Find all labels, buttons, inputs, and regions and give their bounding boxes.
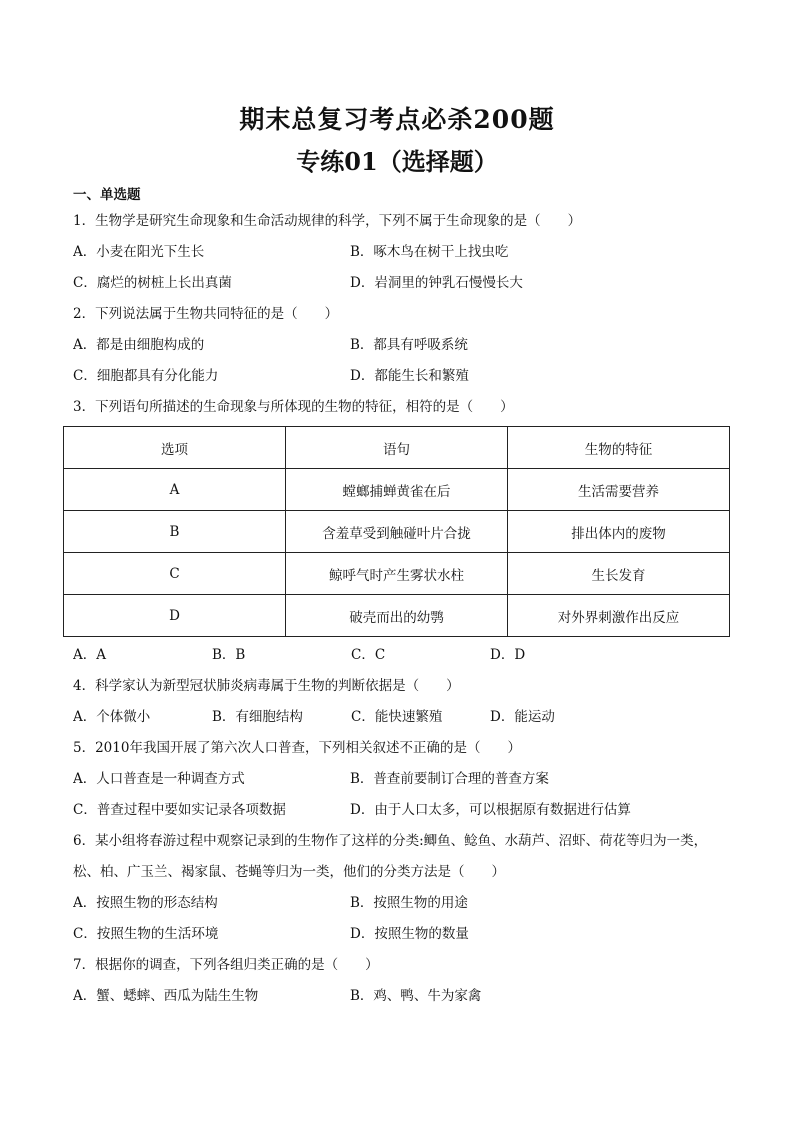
table-cell: B: [64, 511, 286, 553]
question-1-options-row2: [73, 268, 743, 299]
question-4-stem: 4．科学家认为新型冠状肺炎病毒属于生物的判断依据是（ ）: [73, 678, 460, 694]
option-d: D．按照生物的数量: [350, 926, 469, 942]
question-4-options: [73, 702, 743, 733]
option-c: C．能快速繁殖: [351, 709, 443, 725]
question-list: [73, 184, 743, 1012]
question-7-options-row1: [73, 981, 743, 1012]
question-5-options-row2: [73, 795, 743, 826]
option-a: A．人口普查是一种调查方式: [73, 771, 245, 787]
option-d: D．由于人口太多，可以根据原有数据进行估算: [350, 802, 631, 818]
question-3-stem: 3．下列语句所描述的生命现象与所体现的生物的特征，相符的是（ ）: [73, 399, 514, 415]
question-6-options-row2: [73, 919, 743, 950]
table-cell: 螳螂捕蝉黄雀在后: [286, 469, 508, 511]
question-5-stem: 5．2010年我国开展了第六次人口普查，下列相关叙述不正确的是（ ）: [73, 740, 521, 756]
table-cell: A: [64, 469, 286, 511]
option-c: C．普查过程中要如实记录各项数据: [73, 802, 286, 818]
question-7-stem: 7．根据你的调查，下列各组归类正确的是（ ）: [73, 957, 379, 973]
table-row: [64, 595, 730, 637]
option-b: B．按照生物的用途: [350, 895, 468, 911]
section-heading: 一、单选题: [73, 187, 141, 203]
table-cell: 鲸呼气时产生雾状水柱: [286, 553, 508, 595]
table-cell: C: [64, 553, 286, 595]
option-b: B．B: [212, 647, 246, 663]
option-a: A．蟹、蟋蟀、西瓜为陆生生物: [73, 988, 259, 1004]
table-cell: 含羞草受到触碰叶片合拢: [286, 511, 508, 553]
option-b: B．有细胞结构: [212, 709, 303, 725]
question-1-options-row1: [73, 237, 743, 268]
option-b: B．啄木鸟在树干上找虫吃: [350, 244, 509, 260]
option-c: C．细胞都具有分化能力: [73, 368, 219, 384]
document-title: 期末总复习考点必杀200题: [239, 105, 555, 134]
table-cell: 排出体内的废物: [508, 511, 730, 553]
table-row: [64, 469, 730, 511]
table-cell: 生活需要营养: [508, 469, 730, 511]
option-c: C．按照生物的生活环境: [73, 926, 219, 942]
table-header-cell: 选项: [64, 427, 286, 469]
question-3-table: [63, 426, 730, 637]
question-1-stem: 1．生物学是研究生命现象和生命活动规律的科学，下列不属于生命现象的是（ ）: [73, 213, 582, 229]
option-a: A．A: [73, 647, 106, 663]
question-6-stem-line1: 6．某小组将春游过程中观察记录到的生物作了这样的分类:鲫鱼、鲶鱼、水葫芦、沼虾、荷花等归为一类，: [73, 833, 708, 849]
option-c: C．C: [351, 647, 386, 663]
table-cell: 破壳而出的幼鹗: [286, 595, 508, 637]
table-header-row: [64, 427, 730, 469]
document-subtitle: 专练01（选择题）: [296, 147, 498, 176]
question-6-stem-line2: 松、柏、广玉兰、褐家鼠、苍蝇等归为一类，他们的分类方法是（ ）: [73, 864, 505, 880]
question-5-options-row1: [73, 764, 743, 795]
question-2-options-row1: [73, 330, 743, 361]
question-6-options-row1: [73, 888, 743, 919]
option-d: D．岩洞里的钟乳石慢慢长大: [350, 275, 523, 291]
option-d: D．D: [490, 647, 526, 663]
table-header-cell: 语句: [286, 427, 508, 469]
option-a: A．个体微小: [73, 709, 151, 725]
option-a: A．都是由细胞构成的: [73, 337, 205, 353]
table-header-cell: 生物的特征: [508, 427, 730, 469]
table-cell: 对外界刺激作出反应: [508, 595, 730, 637]
option-c: C．腐烂的树桩上长出真菌: [73, 275, 232, 291]
table-row: [64, 553, 730, 595]
question-2-options-row2: [73, 361, 743, 392]
option-d: D．都能生长和繁殖: [350, 368, 469, 384]
table-cell: 生长发育: [508, 553, 730, 595]
option-b: B．鸡、鸭、牛为家禽: [350, 988, 482, 1004]
option-b: B．都具有呼吸系统: [350, 337, 468, 353]
option-a: A．小麦在阳光下生长: [73, 244, 205, 260]
question-3-options: [73, 640, 743, 671]
option-a: A．按照生物的形态结构: [73, 895, 218, 911]
option-d: D．能运动: [490, 709, 555, 725]
option-b: B．普查前要制订合理的普查方案: [350, 771, 549, 787]
question-2-stem: 2．下列说法属于生物共同特征的是（ ）: [73, 306, 339, 322]
table-row: [64, 511, 730, 553]
table-cell: D: [64, 595, 286, 637]
